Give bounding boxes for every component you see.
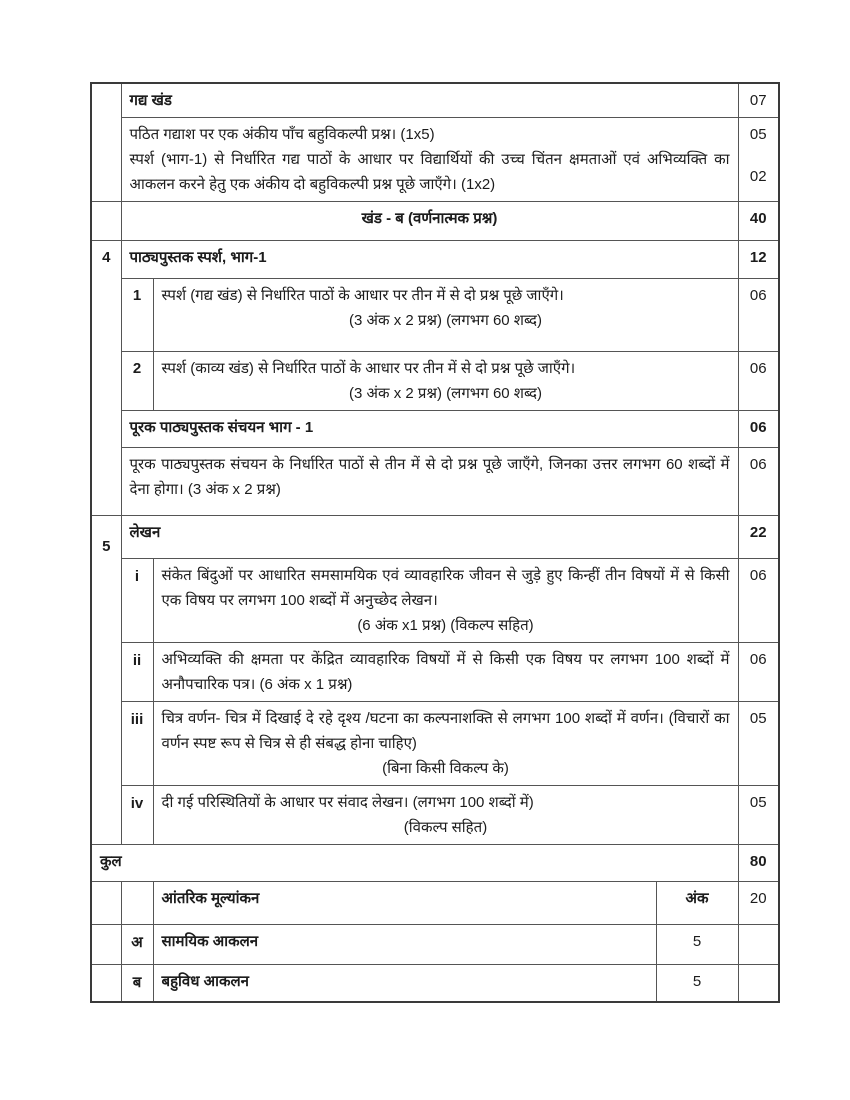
row-internal-b bbox=[91, 965, 779, 1002]
row-5-ii bbox=[91, 643, 779, 702]
internal-a-title: सामयिक आकलन bbox=[153, 925, 656, 965]
internal-header-marks: 20 bbox=[738, 882, 779, 925]
pathit-marks-cell bbox=[738, 118, 779, 202]
pathit-para1: पठित गद्याश पर एक अंकीय पाँच बहुविकल्पी प्रश्न। (1x5) bbox=[129, 126, 435, 143]
item-ii-para: अभिव्यक्ति की क्षमता पर केंद्रित व्यावहारिक विषयों में से किसी एक विषय पर लगभग 100 शब्दों में अनौपचारिक पत्र। (6 अंक x 1 प्रश्न) bbox=[161, 651, 730, 693]
internal-a-col1-blank bbox=[91, 925, 121, 965]
sub1-para: स्पर्श (गद्य खंड) से निर्धारित पाठों के आधार पर तीन में से दो प्रश्न पूछे जाएँगे। bbox=[161, 287, 564, 304]
purak-title: पूरक पाठ्यपुस्तक संचयन भाग - 1 bbox=[121, 411, 738, 448]
internal-a-num: अ bbox=[121, 925, 153, 965]
pathit-para2: स्पर्श (भाग-1) से निर्धारित गद्य पाठों के आधार पर विद्यार्थियों की उच्च चिंतन क्षमताओं एवं अभिव्यक्ति का आकलन करने हेतु एक अंकीय दो बहुविकल्पी प्रश्न पूछे जाएँगे। (1x2) bbox=[129, 151, 730, 193]
row-4-sub2 bbox=[91, 352, 779, 411]
section-b-marks: 40 bbox=[738, 202, 779, 241]
row-internal-a bbox=[91, 925, 779, 965]
section-b-serial-blank bbox=[91, 202, 121, 241]
item-iv-para: दी गई परिस्थितियों के आधार पर संवाद लेखन। (लगभग 100 शब्दों में) bbox=[161, 794, 534, 811]
syllabus-table bbox=[90, 82, 780, 1003]
row-purak-desc bbox=[91, 448, 779, 516]
row-gadya-khand bbox=[91, 83, 779, 118]
sub2-marks: 06 bbox=[738, 352, 779, 411]
row4-marks: 12 bbox=[738, 241, 779, 279]
total-marks: 80 bbox=[738, 845, 779, 882]
pathit-marks-2: 02 bbox=[749, 168, 767, 185]
internal-b-value: 5 bbox=[656, 965, 738, 1002]
row-pathit-gadyansh bbox=[91, 118, 779, 202]
sub1-num: 1 bbox=[121, 279, 153, 352]
item-iii-text-cell bbox=[153, 702, 738, 786]
internal-b-title: बहुविध आकलन bbox=[153, 965, 656, 1002]
sub2-text-cell bbox=[153, 352, 738, 411]
item-ii-marks: 06 bbox=[738, 643, 779, 702]
sub2-num: 2 bbox=[121, 352, 153, 411]
item-iv-center-line: (विकल्प सहित) bbox=[403, 819, 488, 836]
lekhan-title: लेखन bbox=[121, 516, 738, 559]
row4-title: पाठ्यपुस्तक स्पर्श, भाग-1 bbox=[121, 241, 738, 279]
row-5-iv bbox=[91, 786, 779, 845]
row-section-b-header bbox=[91, 202, 779, 241]
internal-header-ank-label: अंक bbox=[656, 882, 738, 925]
item-ii-num: ii bbox=[121, 643, 153, 702]
internal-a-marks-blank bbox=[738, 925, 779, 965]
serial-4: 4 bbox=[91, 241, 121, 516]
purak-desc-cell bbox=[121, 448, 738, 516]
item-i-marks: 06 bbox=[738, 559, 779, 643]
row-4-textbook bbox=[91, 241, 779, 279]
internal-b-col1-blank bbox=[91, 965, 121, 1002]
purak-desc-para: पूरक पाठ्यपुस्तक संचयन के निर्धारित पाठों से तीन में से दो प्रश्न पूछे जाएँगे, जिनका उत्तर लगभग 60 शब्दों में देना होगा। (3 अंक x 2 प्रश्न) bbox=[129, 456, 730, 498]
item-iii-center-line: (बिना किसी विकल्प के) bbox=[382, 760, 509, 777]
row-purak-title bbox=[91, 411, 779, 448]
row-5-iii bbox=[91, 702, 779, 786]
item-iii-marks: 05 bbox=[738, 702, 779, 786]
internal-a-value: 5 bbox=[656, 925, 738, 965]
item-i-center-line: (6 अंक x1 प्रश्न) (विकल्प सहित) bbox=[357, 617, 534, 634]
item-i-text-cell bbox=[153, 559, 738, 643]
item-i-num: i bbox=[121, 559, 153, 643]
section-b-title: खंड - ब (वर्णनात्मक प्रश्न) bbox=[121, 202, 738, 241]
internal-b-num: ब bbox=[121, 965, 153, 1002]
item-ii-text-cell bbox=[153, 643, 738, 702]
serial-5: 5 bbox=[91, 516, 121, 845]
item-i-para: संकेत बिंदुओं पर आधारित समसामयिक एवं व्यावहारिक जीवन से जुड़े हुए किन्हीं तीन विषयों में से किसी एक विषय पर लगभग 100 शब्दों में अनुच्छेद लेखन। bbox=[161, 567, 730, 609]
item-iv-num: iv bbox=[121, 786, 153, 845]
internal-header-title: आंतरिक मूल्यांकन bbox=[153, 882, 656, 925]
pathit-marks-1: 05 bbox=[749, 126, 767, 143]
item-iii-num: iii bbox=[121, 702, 153, 786]
gadya-khand-title: गद्य खंड bbox=[121, 83, 738, 118]
row-5-i bbox=[91, 559, 779, 643]
item-iv-text-cell bbox=[153, 786, 738, 845]
item-iii-para: चित्र वर्णन- चित्र में दिखाई दे रहे दृश्य /घटना का कल्पनाशक्ति से लगभग 100 शब्दों में वर्णन। (विचारों का वर्णन स्पष्ट रूप से चित्र से ही संबद्ध होना चाहिए) bbox=[161, 710, 730, 752]
sub1-text-cell bbox=[153, 279, 738, 352]
internal-header-col1-blank bbox=[91, 882, 121, 925]
sub2-center-line: (3 अंक x 2 प्रश्न) (लगभग 60 शब्द) bbox=[349, 385, 542, 402]
purak-title-marks: 06 bbox=[738, 411, 779, 448]
gadya-khand-marks: 07 bbox=[738, 83, 779, 118]
internal-b-marks-blank bbox=[738, 965, 779, 1002]
row-4-sub1 bbox=[91, 279, 779, 352]
sub2-para: स्पर्श (काव्य खंड) से निर्धारित पाठों के आधार पर तीन में से दो प्रश्न पूछे जाएँगे। bbox=[161, 360, 576, 377]
sub1-center-line: (3 अंक x 2 प्रश्न) (लगभग 60 शब्द) bbox=[349, 312, 542, 329]
purak-desc-marks: 06 bbox=[738, 448, 779, 516]
cell-serial-blank-top bbox=[91, 83, 121, 202]
total-title: कुल bbox=[91, 845, 738, 882]
pathit-text-cell bbox=[121, 118, 738, 202]
sub1-marks: 06 bbox=[738, 279, 779, 352]
internal-header-col2-blank bbox=[121, 882, 153, 925]
row-5-lekhan bbox=[91, 516, 779, 559]
row-internal-header bbox=[91, 882, 779, 925]
item-iv-marks: 05 bbox=[738, 786, 779, 845]
lekhan-marks: 22 bbox=[738, 516, 779, 559]
row-total bbox=[91, 845, 779, 882]
